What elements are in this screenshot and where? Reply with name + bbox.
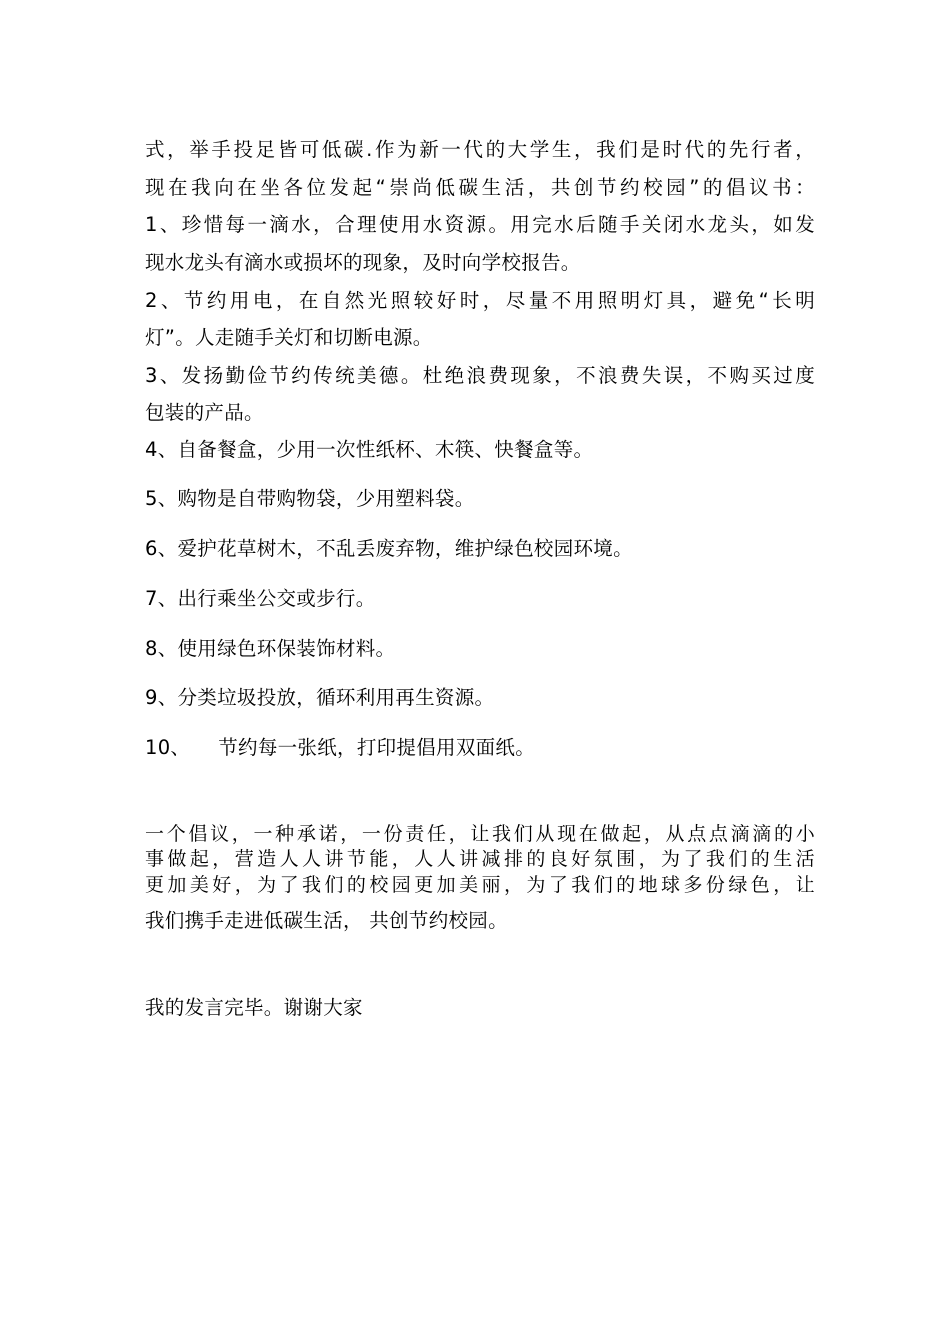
item-1-line-2: 现水龙头有滴水或损坏的现象，及时向学校报告。 — [145, 251, 581, 274]
item-2-line-2: 灯”。人走随手关灯和切断电源。 — [145, 326, 433, 349]
item-6: 6、爱护花草树木，不乱丢废弃物，维护绿色校园环境。 — [145, 537, 633, 560]
closing-remark: 我的发言完毕。谢谢大家 — [145, 996, 363, 1019]
item-1-line-1: 1、珍惜每一滴水，合理使用水资源。用完水后随手关闭水龙头，如发 — [145, 213, 815, 236]
closing-line-3: 更加美好，为了我们的校园更加美丽，为了我们的地球多份绿色，让 — [145, 874, 815, 896]
item-3-line-1: 3、发扬勤俭节约传统美德。杜绝浪费现象，不浪费失误，不购买过度 — [145, 364, 815, 387]
closing-line-1: 一个倡议，一种承诺，一份责任，让我们从现在做起，从点点滴滴的小 — [145, 823, 815, 845]
item-5: 5、购物是自带购物袋，少用塑料袋。 — [145, 487, 475, 510]
closing-line-2: 事做起，营造人人讲节能，人人讲减排的良好氛围，为了我们的生活 — [145, 848, 815, 870]
item-3-line-2: 包装的产品。 — [145, 401, 264, 424]
item-2-line-1: 2、节约用电，在自然光照较好时，尽量不用照明灯具，避免“长明 — [145, 289, 815, 312]
item-10 — [145, 734, 815, 762]
item-7: 7、出行乘坐公交或步行。 — [145, 587, 376, 610]
item-9: 9、分类垃圾投放，循环利用再生资源。 — [145, 686, 495, 709]
item-8: 8、使用绿色环保装饰材料。 — [145, 637, 396, 660]
item-10-number: 10、 — [145, 736, 191, 759]
intro-line-2: 现在我向在坐各位发起“崇尚低碳生活，共创节约校园”的倡议书： — [145, 176, 815, 199]
item-4: 4、自备餐盒，少用一次性纸杯、木筷、快餐盒等。 — [145, 438, 594, 461]
closing-line-4: 我们携手走进低碳生活， 共创节约校园。 — [145, 909, 508, 932]
item-10-text: 节约每一张纸，打印提倡用双面纸。 — [218, 736, 536, 759]
intro-line-1: 式，举手投足皆可低碳.作为新一代的大学生，我们是时代的先行者， — [145, 138, 815, 161]
